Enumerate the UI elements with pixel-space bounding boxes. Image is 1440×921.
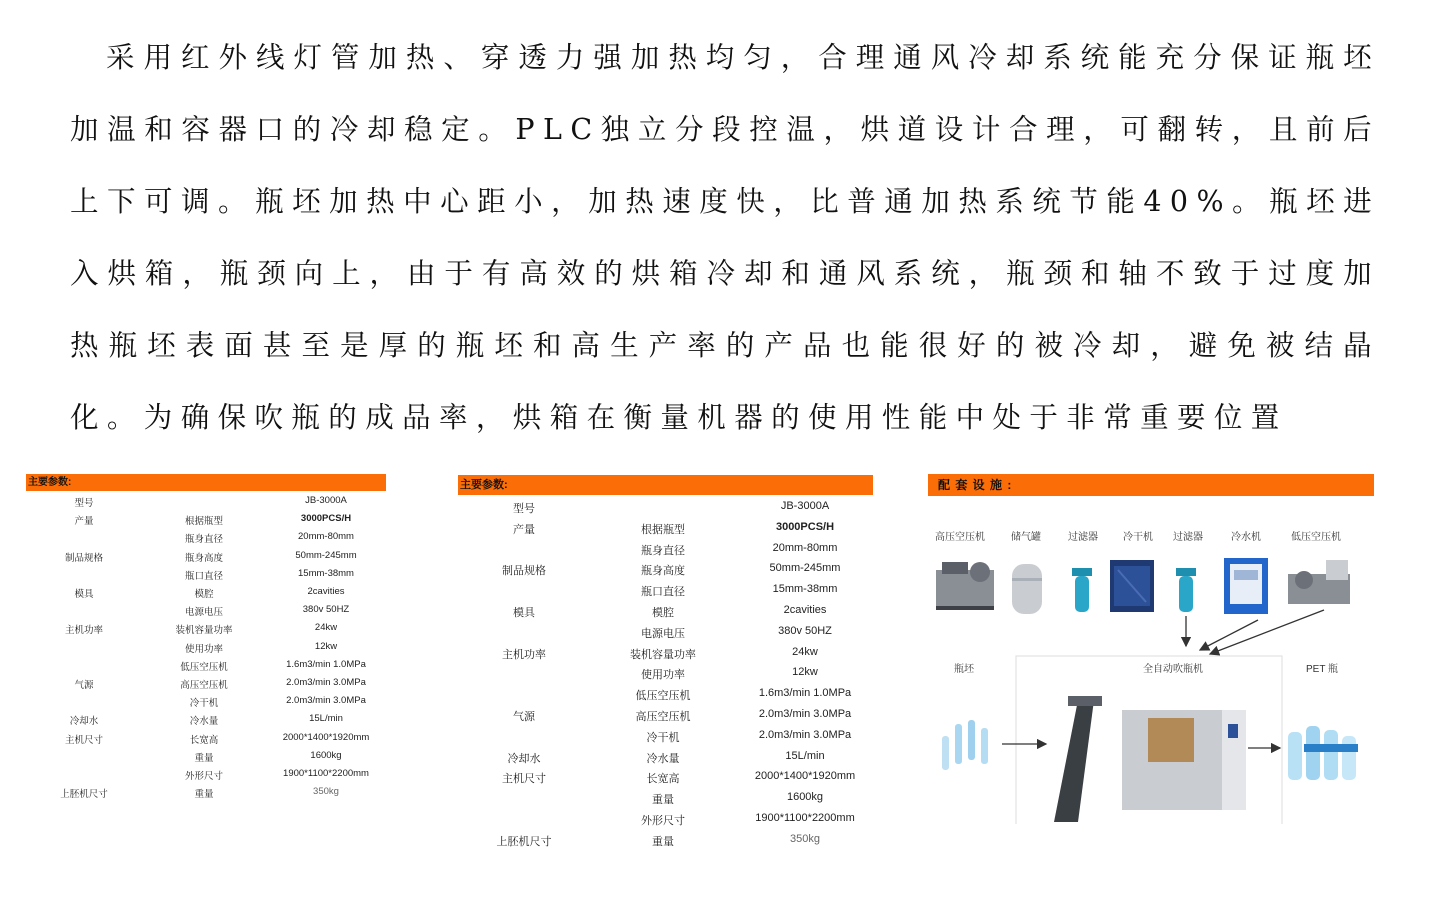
spec-item: 瓶口直径 — [641, 586, 685, 599]
spec-table-header: 主要参数: — [26, 474, 386, 491]
spec-item: 瓶身直径 — [641, 544, 685, 557]
spec-item: 长宽高 — [646, 773, 680, 786]
spec-value: 1900*1100*2200mm — [755, 812, 855, 824]
spec-value: 1600kg — [310, 749, 342, 761]
spec-category: 制品规格 — [502, 565, 546, 578]
spec-category: 制品规格 — [64, 552, 104, 564]
pet-bottle-icon — [1288, 726, 1358, 780]
spec-category: 主机功率 — [64, 625, 104, 637]
spec-category: 模具 — [74, 589, 94, 600]
spec-item: 冷干机 — [646, 731, 680, 744]
equipment-label: 过滤器 — [1173, 532, 1203, 543]
spec-value: JB-3000A — [780, 500, 830, 512]
spec-value: 2.0m3/min 3.0MPa — [758, 708, 852, 720]
spec-item: 重量 — [194, 752, 214, 764]
equipment-label: 冷干机 — [1123, 532, 1153, 543]
filter-icon — [1176, 568, 1196, 612]
spec-value: 50mm-245mm — [295, 549, 357, 561]
spec-category: 主机尺寸 — [64, 734, 104, 746]
spec-value: 2cavities — [307, 586, 345, 597]
spec-item: 低压空压机 — [180, 661, 228, 673]
spec-table-header: 主要参数: — [458, 475, 873, 495]
spec-value: 24kw — [314, 622, 338, 634]
spec-category: 气源 — [513, 711, 535, 723]
spec-value: 15mm-38mm — [772, 583, 838, 596]
chiller-icon — [1224, 558, 1268, 614]
equipment-header: 配 套 设 施 : — [928, 474, 1374, 496]
spec-category: 主机尺寸 — [502, 773, 546, 786]
blow-molding-machine-icon — [1054, 696, 1246, 822]
spec-item: 模腔 — [194, 589, 214, 600]
spec-value: 20mm-80mm — [772, 541, 838, 554]
filter-icon — [1072, 568, 1092, 612]
spec-item: 高压空压机 — [635, 711, 691, 723]
equipment-label: 高压空压机 — [935, 532, 985, 543]
spec-value: 2000*1400*1920mm — [754, 770, 856, 783]
equipment-label: PET 瓶 — [1305, 664, 1339, 675]
spec-item: 高压空压机 — [180, 680, 228, 691]
spec-value: 2000*1400*1920mm — [282, 731, 370, 743]
spec-value: 15L/min — [785, 749, 825, 762]
spec-value: 12kw — [792, 666, 818, 679]
spec-table-small — [26, 474, 386, 804]
spec-category: 冷却水 — [69, 716, 99, 728]
spec-value: 3000PCS/H — [775, 520, 835, 533]
spec-item: 外形尺寸 — [641, 815, 685, 827]
spec-value: 1900*1100*2200mm — [283, 768, 369, 779]
spec-item: 瓶口直径 — [184, 570, 224, 582]
spec-value: 1600kg — [786, 791, 824, 804]
equipment-illustration — [928, 474, 1374, 834]
dryer-icon — [1110, 560, 1154, 612]
equipment-label: 低压空压机 — [1291, 532, 1341, 543]
spec-category: 气源 — [74, 680, 94, 691]
equipment-diagram — [928, 474, 1374, 834]
spec-table-large — [458, 475, 873, 865]
equipment-label: 瓶坯 — [954, 664, 974, 675]
equipment-label: 全自动吹瓶机 — [1143, 664, 1203, 675]
spec-item: 重量 — [194, 789, 214, 801]
spec-item: 使用功率 — [184, 643, 224, 655]
spec-category: 型号 — [74, 498, 94, 509]
spec-value: 12kw — [314, 640, 338, 652]
description-paragraph: 采用红外线灯管加热、穿透力强加热均匀，合理通风冷却系统能充分保证瓶坯加温和容器口的冷却稳定。PLC独立分段控温，烘道设计合理，可翻转，且前后上下可调。瓶坯加热中心距小，加热速度快，比普通加热系统节能40%。瓶坯进入烘箱，瓶颈向上，由于有高效的烘箱冷却和通风系统，瓶颈和轴不致于过度加热瓶坯表面甚至是厚的瓶坯和高生产率的产品也能很好的被冷却，避免被结晶化。为确保吹瓶的成品率，烘箱在衡量机器的使用性能中处于非常重要位置 — [70, 41, 1380, 434]
spec-item: 瓶身高度 — [184, 552, 224, 564]
spec-item: 装机容量功率 — [175, 625, 233, 637]
spec-value: 24kw — [792, 645, 818, 658]
spec-item: 电源电压 — [641, 627, 685, 640]
spec-item: 重量 — [652, 835, 674, 848]
spec-category: 上胚机尺寸 — [60, 789, 108, 801]
preform-icon — [942, 720, 988, 770]
spec-value: 2.0m3/min 3.0MPa — [758, 728, 852, 741]
spec-value: 1.6m3/min 1.0MPa — [758, 687, 852, 700]
spec-value: 15mm-38mm — [298, 567, 354, 579]
spec-value: 15L/min — [309, 713, 343, 725]
spec-category: 型号 — [513, 503, 535, 515]
spec-value: 3000PCS/H — [300, 513, 352, 525]
spec-item: 冷水量 — [646, 752, 680, 765]
high-pressure-compressor-icon — [936, 562, 994, 610]
spec-item: 模腔 — [652, 607, 674, 619]
air-tank-icon — [1012, 564, 1042, 614]
spec-category: 冷却水 — [507, 752, 541, 765]
spec-item: 使用功率 — [641, 669, 685, 682]
spec-value: JB-3000A — [305, 495, 347, 506]
spec-value: 2cavities — [783, 604, 827, 616]
spec-value: 350kg — [313, 786, 339, 798]
spec-item: 长宽高 — [189, 734, 219, 746]
spec-item: 根据瓶型 — [184, 516, 224, 528]
equipment-label: 储气罐 — [1011, 532, 1041, 543]
spec-item: 外形尺寸 — [184, 771, 224, 782]
spec-value: 1.6m3/min 1.0MPa — [286, 658, 366, 670]
spec-value: 20mm-80mm — [298, 531, 354, 543]
spec-category: 主机功率 — [502, 648, 546, 661]
low-pressure-compressor-icon — [1288, 560, 1350, 604]
spec-item: 装机容量功率 — [630, 648, 696, 661]
spec-value: 50mm-245mm — [769, 562, 841, 575]
spec-value: 2.0m3/min 3.0MPa — [286, 695, 366, 707]
spec-item: 冷水量 — [189, 716, 219, 728]
spec-item: 重量 — [652, 794, 674, 807]
spec-item: 冷干机 — [189, 698, 219, 710]
spec-item: 瓶身直径 — [184, 534, 224, 546]
spec-category: 模具 — [513, 607, 535, 619]
spec-item: 瓶身高度 — [641, 565, 685, 578]
spec-item: 低压空压机 — [635, 690, 691, 703]
equipment-label: 冷水机 — [1231, 532, 1261, 543]
spec-value: 380v 50HZ — [778, 624, 832, 637]
spec-item: 电源电压 — [184, 607, 224, 619]
spec-value: 380v 50HZ — [302, 604, 350, 616]
spec-category: 产量 — [513, 523, 535, 536]
spec-category: 上胚机尺寸 — [496, 835, 552, 848]
spec-item: 根据瓶型 — [641, 523, 685, 536]
spec-value: 350kg — [790, 832, 820, 845]
spec-value: 2.0m3/min 3.0MPa — [286, 677, 366, 688]
spec-category: 产量 — [74, 516, 94, 528]
equipment-label: 过滤器 — [1068, 532, 1098, 543]
